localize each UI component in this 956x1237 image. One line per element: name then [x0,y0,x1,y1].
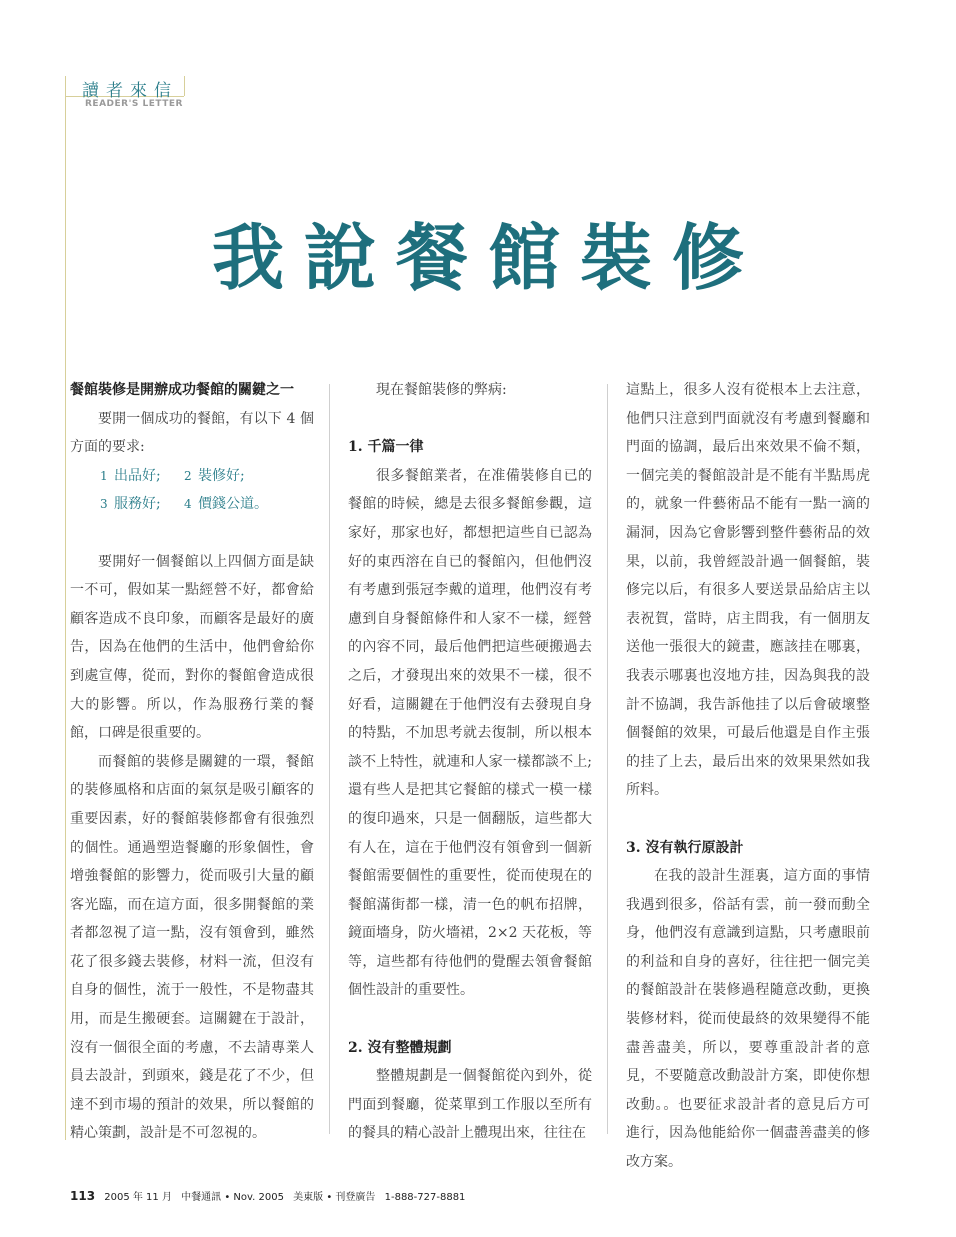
paragraph: 這點上，很多人沒有從根本上去注意，他們只注意到門面就沒有考慮到餐廳和門面的協調，最后出來效果不倫不類，一個完美的餐館設計是不能有半點馬虎的，就象一件藝術品不能有一點一滴的漏洞，因為它會影響到整件藝術品的效果，以前，我曾經設計過一個餐館，裝修完以后，有很多人要送景品給店主以表祝賀，當時，店主問我，有一個朋友送他一張很大的鏡畫，應該挂在哪裏，我表示哪裏也沒地方挂，因為與我的設計不協調，我告訴他挂了以后會破壞整個餐館的效果，可最后他還是自作主張的挂了上去，最后出來的效果果然如我所料。 [626,382,870,799]
list-item: 出品好; [114,467,161,484]
section-label: 讀者來信 [82,81,178,101]
section-heading: 1. 千篇一律 [348,439,424,456]
section-label-en: READER'S LETTER [85,99,183,109]
paragraph: 在我的設計生涯裏，這方面的事情我遇到很多，俗話有雲，前一發而動全身，他們沒有意識到這點，只考慮眼前的利益和自身的喜好，往往把一個完美的餐館設計在裝修過程隨意改動，更換裝修材料，從而使最終的效果變得不能盡善盡美，所以，要尊重設計者的意見，不要隨意改動設計方案，即使你想改動。。也要征求設計者的意見后方可進行，因為他能給你一個盡善盡美的修改方案。 [626,868,870,1171]
paragraph: 現在餐館裝修的弊病: [376,382,507,398]
edition-label: 美東版 • 刊登廣告 [293,1192,376,1203]
column-divider [607,384,608,1134]
page-number: 113 [70,1189,96,1203]
requirements-row [70,490,314,519]
section-heading: 3. 沒有執行原設計 [626,839,744,856]
page-footer [70,1188,471,1203]
paragraph: 很多餐館業者，在准備裝修自已的餐館的時候，總是去很多餐館參觀，這家好，那家也好，都想把這些自已認為好的東西溶在自已的餐館內，但他們沒有考慮到張冠李戴的道理，他們沒有考慮到自身餐館條件和人家不一樣，經營的內容不同，最后他們把這些硬搬過去之后，才發現出來的效果不一樣，很不好看，這關鍵在于他們沒有去發現自身的特點，不加思考就去復制，所以根本談不上特性，就連和人家一樣都談不上;還有些人是把其它餐館的樣式一模一樣的復印過來，只是一個翻版，這些都大有人在，這在于他們沒有領會到一個新餐館需要個性的重要性，從而使現在的餐館滿街都一樣，清一色的帆布招牌，鏡面墻身，防火墻裙，2×2 天花板，等等，這些都有待他們的覺醒去領會餐館個性設計的重要性。 [348,467,592,999]
issue-date: 2005 年 11 月 [104,1192,172,1203]
article-column-2 [348,376,592,1148]
phone-number: 1-888-727-8881 [384,1192,466,1203]
list-number: 3 [100,497,108,512]
paragraph: 要開一個成功的餐館，有以下 4 個方面的要求: [70,410,314,456]
paragraph: 整體規劃是一個餐館從內到外，從門面到餐廳，從菜單到工作服以至所有的餐具的精心設計上體現出來，往往在 [348,1068,592,1142]
article-column-1 [70,376,314,1148]
article-title: 我說餐館裝修 [211,215,764,300]
list-number: 1 [100,468,108,483]
list-item: 服務好; [114,496,161,513]
list-item: 價錢公道。 [198,496,268,513]
section-heading: 2. 沒有整體規劃 [348,1039,452,1056]
paragraph: 而餐館的裝修是關鍵的一環，餐館的裝修風格和店面的氣氛是吸引顧客的重要因素，好的餐館裝修都會有很強烈的個性。通過塑造餐廳的形象個性，會增強餐館的影響力，從而吸引大量的顧客光臨，而在這方面，很多開餐館的業者都忽視了這一點，沒有領會到，雖然花了很多錢去裝修，材料一流，但沒有自身的個性，流于一般性，不是物盡其用，而是生搬硬套。這關鍵在于設計，沒有一個很全面的考慮，不去請專業人員去設計，到頭來，錢是花了不少，但達不到市場的預計的效果，所以餐館的精心策劃，設計是不可忽視的。 [70,753,314,1142]
list-number: 4 [184,497,192,512]
list-item: 裝修好; [198,467,245,484]
article-column-3 [626,376,870,1177]
list-number: 2 [184,468,192,483]
section-heading: 餐館裝修是開辦成功餐館的關鍵之一 [70,382,294,398]
column-divider [329,384,330,1134]
paragraph: 要開好一個餐館以上四個方面是缺一不可，假如某一點經營不好，都會給顧客造成不良印象，而顧客是最好的廣告，因為在他們的生活中，他們會給你到處宣傳，從而，對你的餐館會造成很大的影響。所以，作為服務行業的餐館，口碑是很重要的。 [70,553,314,742]
requirements-row [70,462,314,491]
magazine-name: 中餐通訊 • Nov. 2005 [181,1192,284,1203]
